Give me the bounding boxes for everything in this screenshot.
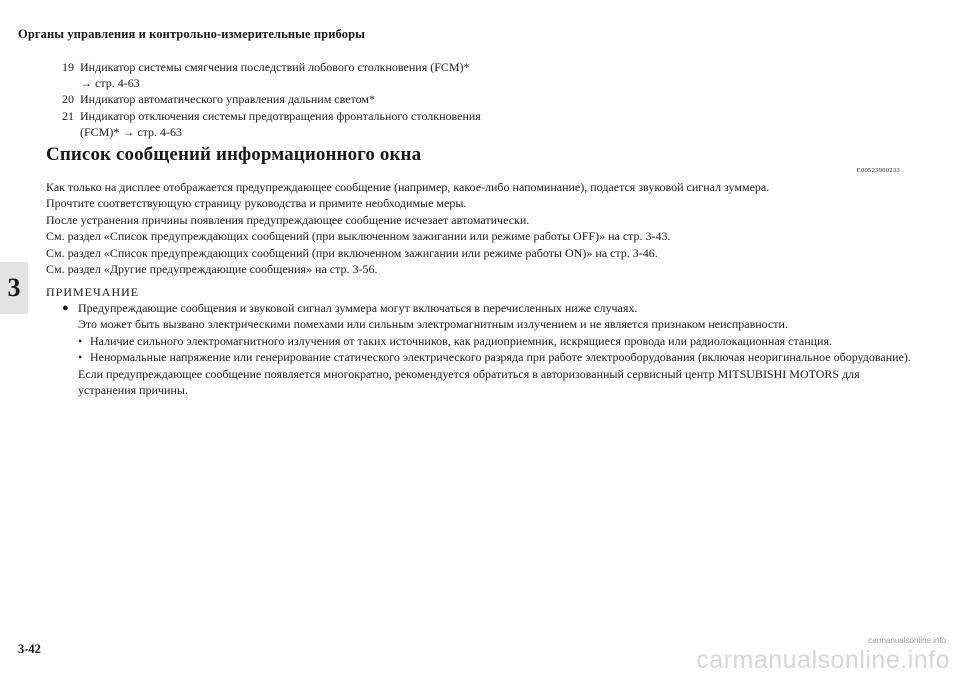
list-item-text: Индикатор автоматического управления дальним светом*	[80, 92, 376, 107]
watermark: carmanualsonline.info	[696, 646, 950, 674]
body-paragraph: После устранения причины появления предупреждающее сообщение исчезает автоматически.	[46, 212, 530, 227]
list-item	[62, 91, 482, 107]
bullet-disc-icon: ●	[62, 302, 69, 314]
note-dot-text: Наличие сильного электромагнитного излучения от таких источников, как радиоприемник, искрящиеся провода или радиолокационная станция.	[90, 333, 833, 348]
section-heading: Список сообщений информационного окна	[46, 144, 422, 165]
page-number: 3-42	[18, 642, 41, 656]
note-label: ПРИМЕЧАНИЕ	[46, 285, 140, 299]
note-dot-item	[62, 349, 912, 365]
note-bullet-row	[62, 300, 912, 316]
note-continuation: Это может быть вызвано электрическими помехами или сильным электромагнитным излучением и не является признаком неисправности.	[78, 317, 788, 332]
list-item-number: 20	[62, 92, 74, 107]
list-item	[62, 59, 482, 91]
note-dot-text: Ненормальные напряжение или генерирование статического электрического разряда при работе электрооборудования (включая неоригинальное оборудование).	[90, 350, 911, 365]
body-paragraph: См. раздел «Список предупреждающих сообщений (при выключенном зажигании или режиме работы OFF)» на стр. 3-43.	[46, 229, 671, 244]
section-code: E00523900233	[856, 167, 900, 174]
section-body	[46, 179, 926, 277]
note-bullet-text: Предупреждающие сообщения и звуковой сигнал зуммера могут включаться в перечисленных ниже случаях.	[78, 301, 638, 315]
list-item-number: 21	[62, 108, 74, 123]
numbered-indicator-list	[62, 59, 482, 140]
note-block	[62, 300, 912, 398]
note-dot-item	[62, 333, 912, 349]
dot-bullet-icon: •	[78, 333, 83, 348]
list-item-text: Индикатор системы смягчения последствий лобового столкновения (FCM)* → стр. 4-63	[80, 60, 470, 91]
body-paragraph: Как только на дисплее отображается предупреждающее сообщение (например, какое-либо напоминание), подается звуковой сигнал зуммера.	[46, 180, 770, 194]
list-item	[62, 108, 482, 140]
body-paragraph: Прочтите соответствующую страницу руководства и примите необходимые меры.	[46, 196, 467, 211]
dot-bullet-icon: •	[78, 350, 83, 365]
list-item-text: Индикатор отключения системы предотвращения фронтального столкновения (FCM)* → стр. 4-63	[80, 108, 481, 139]
body-paragraph: См. раздел «Другие предупреждающие сообщения» на стр. 3-56.	[46, 262, 378, 277]
page-header-title: Органы управления и контрольно-измерительные приборы	[18, 27, 365, 41]
note-closing: Если предупреждающее сообщение появляется многократно, рекомендуется обратиться в авторизованный сервисный центр MITSUBISHI MOTORS для устранения причины.	[78, 366, 860, 398]
body-paragraph: См. раздел «Список предупреждающих сообщений (при включенном зажигании или режиме работы ON)» на стр. 3-46.	[46, 245, 658, 260]
chapter-tab: 3	[0, 262, 28, 314]
watermark-small: carmanualsonline.info	[868, 636, 946, 645]
list-item-number: 19	[62, 60, 74, 74]
